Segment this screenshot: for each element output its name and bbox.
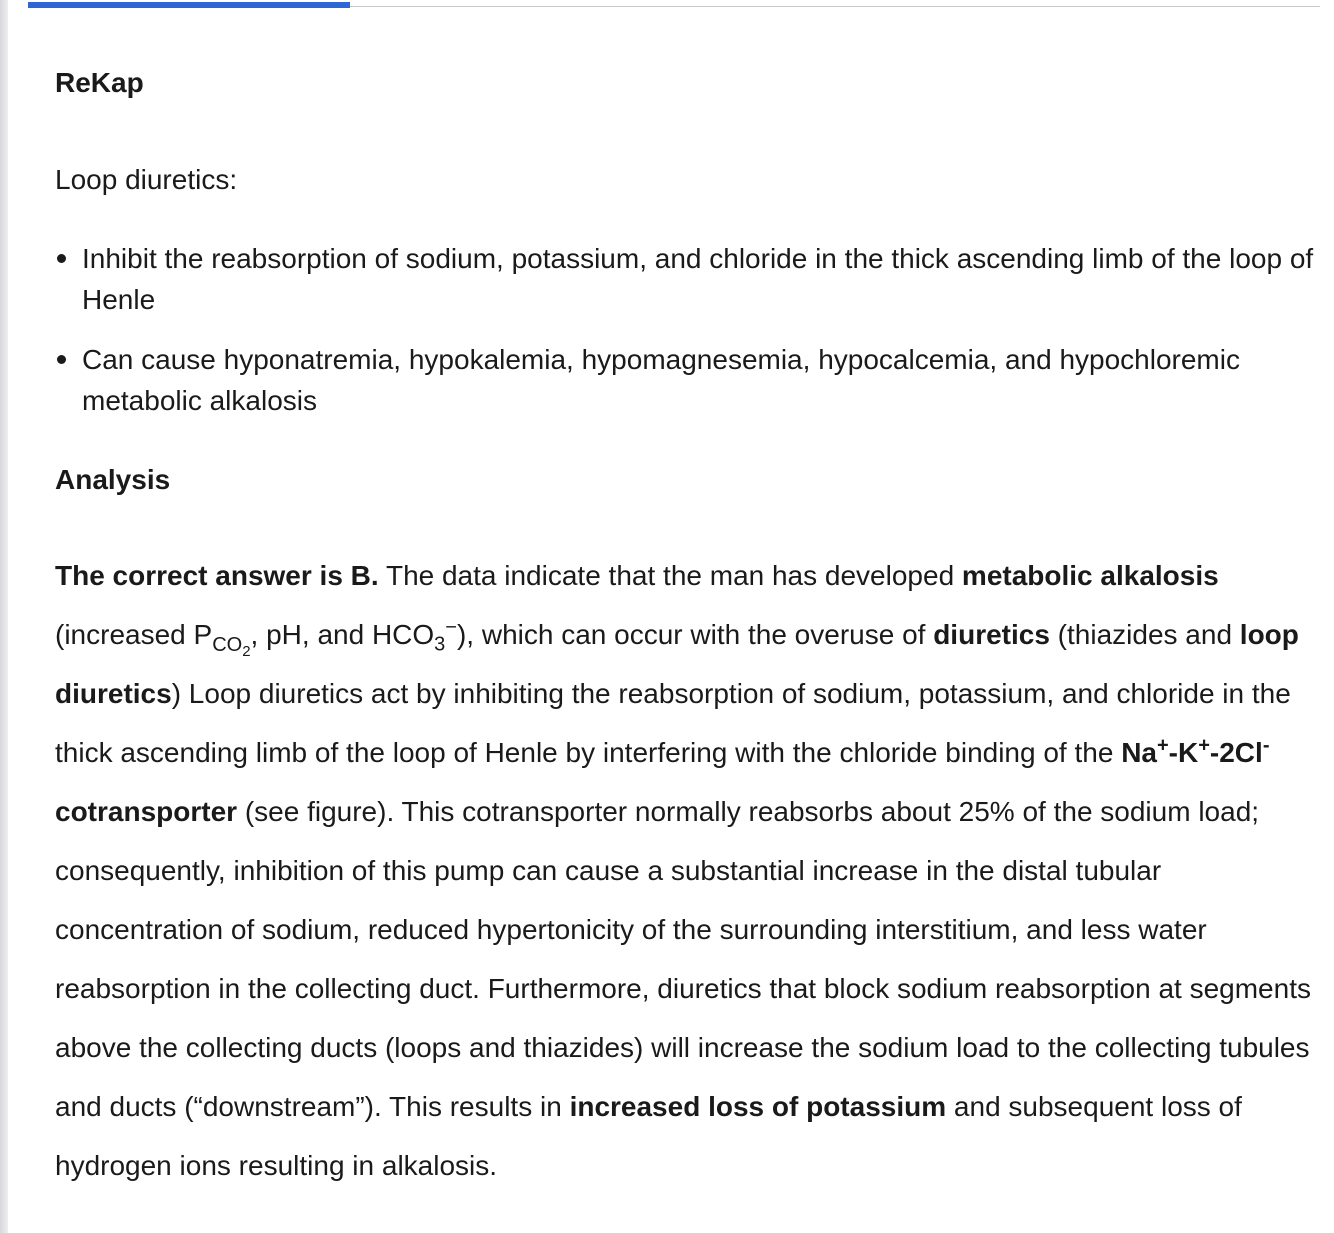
analysis-text: (thiazides and [1049,619,1240,650]
analysis-text: ) Loop diuretics act by inhibiting the reabsorption of sodium, potassium, and chloride in the thick ascending limb of the loop of Henle by interfering with the chloride binding of the [55,678,1291,768]
rekap-heading: ReKap [55,67,144,98]
key-term: diuretics [933,619,1050,650]
analysis-text: , pH, and HCO [250,619,435,650]
list-item [55,238,1317,320]
cotransporter-term: Na+-K+-2Cl- cotransporter [55,734,1270,827]
pco2-subscript: CO2 [212,633,251,660]
bullet-icon [57,254,66,263]
list-item [55,339,1317,421]
analysis-text: (increased P [55,619,213,650]
bullet-icon [57,355,66,364]
list-item-text: Can cause hyponatremia, hypokalemia, hypomagnesemia, hypocalcemia, and hypochloremic metabolic alkalosis [82,344,1240,416]
hco3-subscript: 3 [434,633,446,656]
analysis-paragraph [55,546,1317,1195]
analysis-text: ), which can occur with the overuse of [456,619,934,650]
analysis-text: and subsequent loss of hydrogen ions resulting in alkalosis. [55,1091,1242,1181]
list-item-text: Inhibit the reabsorption of sodium, potassium, and chloride in the thick ascending limb of the loop of Henle [82,243,1314,315]
hco3-charge: − [445,616,457,639]
window-left-edge [0,0,8,1233]
rekap-intro: Loop diuretics: [55,164,238,195]
correct-answer-statement: The correct answer is B. [55,560,379,591]
analysis-text: (see figure). This cotransporter normally reabsorbs about 25% of the sodium load; consequently, inhibition of this pump can cause a substantial increase in the distal tubular concentration of sodium, reduced hypertonicity of the surrounding interstitium, and less water reabsorption in the collecting duct. Furthermore, diuretics that block sodium reabsorption at segments above the collecting ducts (loops and thiazides) will increase the sodium load to the collecting tubules and ducts (“downstream”). This results in [55,796,1311,1122]
key-term: loop diuretics [55,619,1299,709]
key-term: increased loss of potassium [569,1091,947,1122]
rekap-bullet-list [55,238,1317,440]
analysis-text: The data indicate that the man has developed [378,560,962,591]
active-tab-indicator[interactable] [28,2,350,8]
key-term: metabolic alkalosis [961,560,1219,591]
analysis-heading: Analysis [55,464,171,495]
